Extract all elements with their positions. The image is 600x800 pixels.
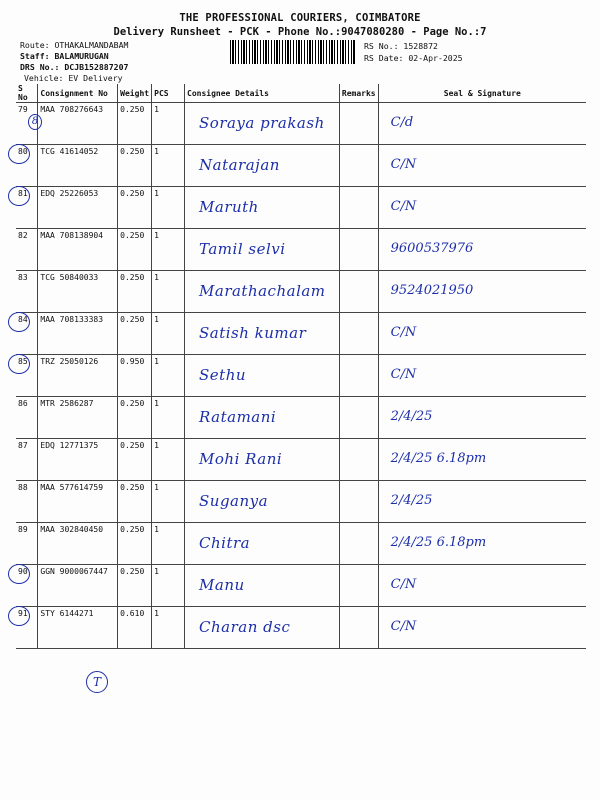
row-remarks (339, 313, 378, 355)
row-weight: 0.250 (118, 271, 152, 313)
company-title: THE PROFESSIONAL COURIERS, COIMBATORE (179, 12, 421, 24)
row-weight: 0.250 (118, 565, 152, 607)
row-consignment-no: EDQ 25226053 (38, 187, 118, 229)
handwritten-consignee: Ratamani (199, 408, 277, 426)
row-margin-mark: 8 (28, 114, 42, 130)
handwritten-consignee: Chitra (199, 534, 251, 552)
row-sno: 87 (16, 439, 38, 481)
vehicle-label: Vehicle: EV Delivery (24, 73, 123, 83)
handwritten-circle-mark (8, 354, 30, 374)
table-row (16, 565, 586, 607)
col-signature-header: Seal & Signature (378, 84, 586, 103)
row-pcs: 1 (152, 271, 185, 313)
row-remarks (339, 523, 378, 565)
row-consignment-no: MTR 2586287 (38, 397, 118, 439)
table-row (16, 481, 586, 523)
row-consignment-no: MAA 708276643 (38, 103, 118, 145)
barcode (230, 40, 356, 64)
row-consignee (185, 271, 340, 313)
row-consignee (185, 481, 340, 523)
row-sno: 89 (16, 523, 38, 565)
handwritten-signature: C/d (390, 115, 414, 130)
row-consignment-no: MAA 708133383 (38, 313, 118, 355)
row-consignment-no: MAA 577614759 (38, 481, 118, 523)
row-signature (378, 103, 586, 145)
row-pcs: 1 (152, 523, 185, 565)
table-header (16, 84, 586, 103)
handwritten-circle-mark (8, 144, 30, 164)
col-consignment-header: Consignment No (38, 84, 118, 103)
handwritten-signature: C/N (390, 619, 417, 634)
handwritten-consignee: Marathachalam (199, 282, 326, 300)
row-consignee (185, 397, 340, 439)
row-consignee (185, 439, 340, 481)
row-signature (378, 229, 586, 271)
handwritten-circle-mark (8, 312, 30, 332)
handwritten-signature: C/N (390, 577, 417, 592)
row-signature (378, 607, 586, 649)
row-remarks (339, 397, 378, 439)
row-signature (378, 355, 586, 397)
table-row (16, 145, 586, 187)
row-signature (378, 313, 586, 355)
row-weight: 0.950 (118, 355, 152, 397)
row-consignee (185, 355, 340, 397)
table-row (16, 439, 586, 481)
col-sno-header: S No (16, 84, 38, 103)
row-consignee (185, 229, 340, 271)
handwritten-signature: 9524021950 (390, 283, 474, 298)
row-consignment-no: TRZ 25050126 (38, 355, 118, 397)
table-row (16, 229, 586, 271)
table-row (16, 187, 586, 229)
handwritten-consignee: Sethu (199, 366, 247, 384)
row-sno: 90 (16, 565, 38, 607)
runsheet-title: Delivery Runsheet - PCK - Phone No.:9047080280 - Page No.:7 (113, 26, 487, 38)
row-weight: 0.250 (118, 187, 152, 229)
handwritten-consignee: Soraya prakash (199, 114, 325, 132)
drs-label: DRS No.: DCJB152887207 (20, 62, 129, 72)
row-sno: 91 (16, 607, 38, 649)
handwritten-signature: C/N (390, 199, 417, 214)
col-remarks-header: Remarks (339, 84, 378, 103)
handwritten-consignee: Manu (199, 576, 245, 594)
table-row (16, 607, 586, 649)
row-remarks (339, 607, 378, 649)
row-pcs: 1 (152, 187, 185, 229)
table-row (16, 313, 586, 355)
row-remarks (339, 565, 378, 607)
table-row (16, 271, 586, 313)
row-consignment-no: EDQ 12771375 (38, 439, 118, 481)
row-sno: 88 (16, 481, 38, 523)
table-row (16, 523, 586, 565)
table-row (16, 397, 586, 439)
rs-no: RS No.: 1528872 (364, 41, 438, 51)
row-signature (378, 145, 586, 187)
row-pcs: 1 (152, 439, 185, 481)
row-sno: 84 (16, 313, 38, 355)
row-consignment-no: TCG 50840033 (38, 271, 118, 313)
row-remarks (339, 439, 378, 481)
row-pcs: 1 (152, 103, 185, 145)
row-weight: 0.250 (118, 313, 152, 355)
staff-label: Staff: BALAMURUGAN (20, 51, 109, 61)
row-sno: 86 (16, 397, 38, 439)
handwritten-signature: C/N (390, 367, 417, 382)
row-sno: 79 (16, 103, 38, 145)
row-remarks (339, 229, 378, 271)
row-remarks (339, 271, 378, 313)
table-row (16, 103, 586, 145)
handwritten-circle-mark (8, 606, 30, 626)
row-pcs: 1 (152, 145, 185, 187)
handwritten-consignee: Natarajan (199, 156, 280, 174)
col-weight-header: Weight (118, 84, 152, 103)
handwritten-signature: C/N (390, 157, 417, 172)
row-weight: 0.250 (118, 439, 152, 481)
row-consignee (185, 523, 340, 565)
row-sno: 80 (16, 145, 38, 187)
handwritten-consignee: Mohi Rani (199, 450, 283, 468)
row-weight: 0.250 (118, 103, 152, 145)
row-consignee (185, 607, 340, 649)
handwritten-signature: 2/4/25 (390, 409, 433, 424)
row-consignment-no: TCG 41614052 (38, 145, 118, 187)
row-weight: 0.610 (118, 607, 152, 649)
row-pcs: 1 (152, 355, 185, 397)
runsheet-table (16, 84, 586, 649)
col-pcs-header: PCS (152, 84, 185, 103)
row-weight: 0.250 (118, 397, 152, 439)
row-pcs: 1 (152, 397, 185, 439)
row-signature (378, 523, 586, 565)
row-remarks (339, 145, 378, 187)
rs-block (364, 40, 463, 64)
row-remarks (339, 355, 378, 397)
row-weight: 0.250 (118, 523, 152, 565)
row-consignee (185, 145, 340, 187)
row-consignment-no: GGN 9000067447 (38, 565, 118, 607)
row-signature (378, 271, 586, 313)
row-pcs: 1 (152, 565, 185, 607)
row-consignment-no: STY 6144271 (38, 607, 118, 649)
handwritten-signature: 2/4/25 6.18pm (390, 451, 487, 466)
handwritten-consignee: Suganya (199, 492, 269, 510)
row-consignee (185, 187, 340, 229)
handwritten-consignee: Charan dsc (199, 618, 291, 636)
handwritten-consignee: Tamil selvi (199, 240, 286, 258)
row-weight: 0.250 (118, 145, 152, 187)
row-sno: 83 (16, 271, 38, 313)
row-pcs: 1 (152, 229, 185, 271)
table-row (16, 355, 586, 397)
row-sno: 82 (16, 229, 38, 271)
row-pcs: 1 (152, 607, 185, 649)
handwritten-signature: C/N (390, 325, 417, 340)
row-consignee (185, 103, 340, 145)
row-consignee (185, 313, 340, 355)
handwritten-circle-mark (8, 186, 30, 206)
row-sno: 81 (16, 187, 38, 229)
handwritten-consignee: Satish kumar (199, 324, 307, 342)
handwritten-signature: 2/4/25 (390, 493, 433, 508)
row-pcs: 1 (152, 313, 185, 355)
handwritten-signature: 2/4/25 6.18pm (390, 535, 487, 550)
row-signature (378, 439, 586, 481)
row-signature (378, 187, 586, 229)
row-weight: 0.250 (118, 481, 152, 523)
row-signature (378, 565, 586, 607)
col-consignee-header: Consignee Details (185, 84, 340, 103)
handwritten-consignee: Maruth (199, 198, 259, 216)
bottom-handwritten-mark: T (86, 671, 108, 693)
table-body (16, 103, 586, 649)
route-label: Route: OTHAKALMANDABAM (20, 40, 129, 50)
row-consignee (185, 565, 340, 607)
handwritten-signature: 9600537976 (390, 241, 474, 256)
row-consignment-no: MAA 302840450 (38, 523, 118, 565)
rs-date: RS Date: 02-Apr-2025 (364, 53, 463, 63)
row-consignment-no: MAA 708138904 (38, 229, 118, 271)
row-remarks (339, 187, 378, 229)
row-sno: 85 (16, 355, 38, 397)
row-pcs: 1 (152, 481, 185, 523)
row-signature (378, 397, 586, 439)
row-weight: 0.250 (118, 229, 152, 271)
row-signature (378, 481, 586, 523)
row-remarks (339, 481, 378, 523)
handwritten-circle-mark (8, 564, 30, 584)
row-remarks (339, 103, 378, 145)
